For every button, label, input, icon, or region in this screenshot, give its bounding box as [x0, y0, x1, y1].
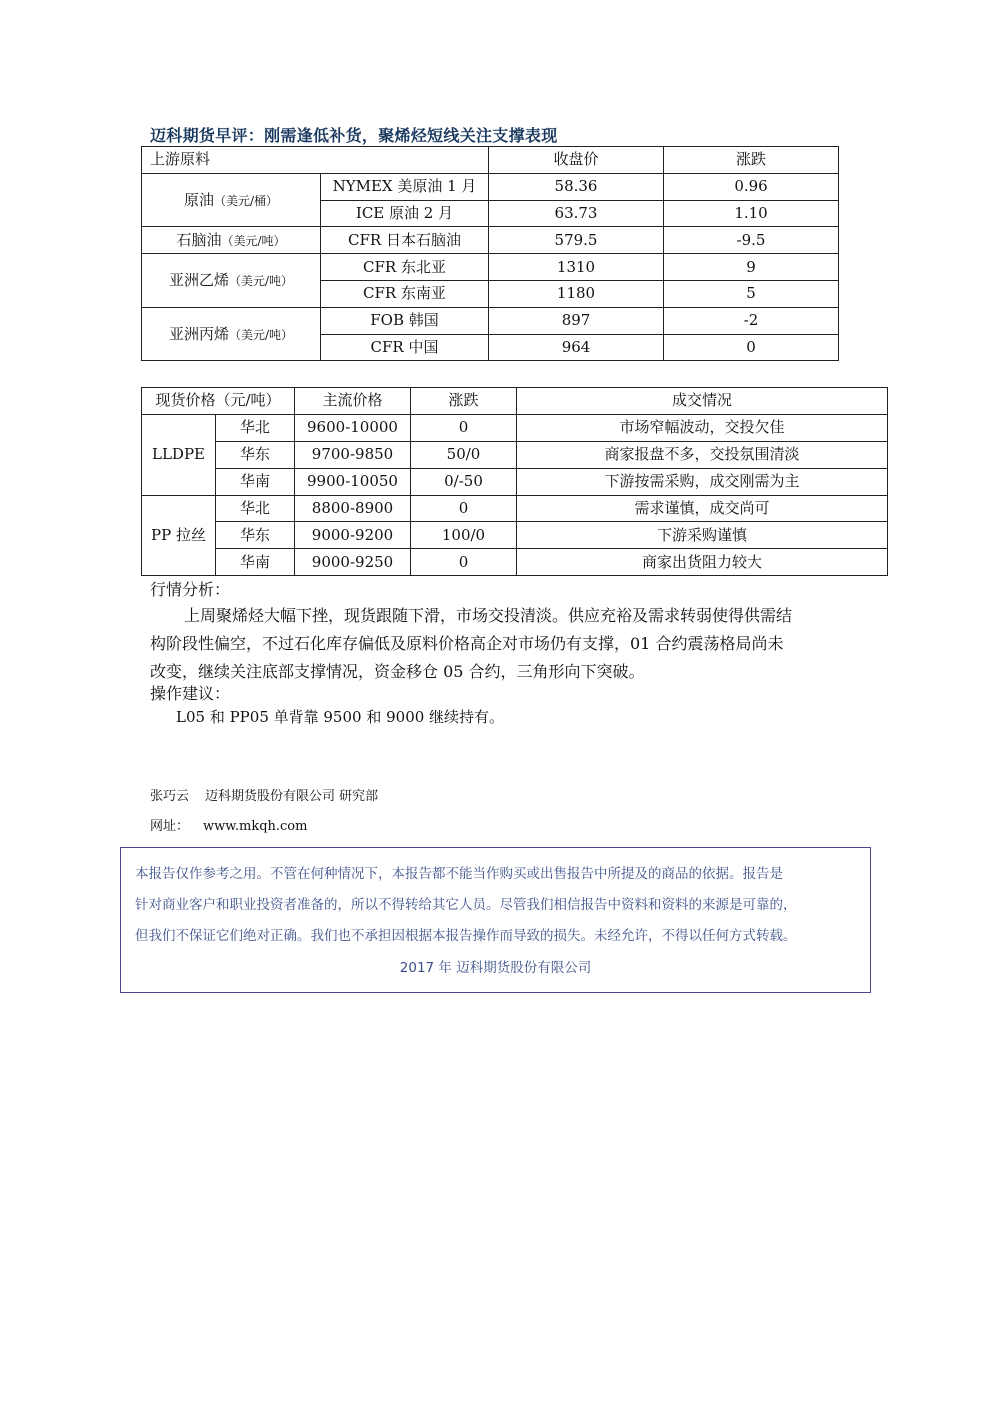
- disclaimer-footer: 2017 年 迈科期货股份有限公司: [399, 960, 592, 976]
- naphtha-label: 石脑油（美元/吨）: [142, 227, 321, 254]
- deal-cell: 下游按需采购，成交刚需为主: [517, 468, 888, 495]
- table-row: [142, 522, 888, 549]
- change-cell: 0: [411, 495, 517, 522]
- analysis-heading: 行情分析：: [150, 580, 231, 599]
- disclaimer-line: 本报告仅作参考之用。不管在何种情况下，本报告都不能当作购买或出售报告中所提及的商品的依据。报告是: [135, 866, 783, 882]
- analysis-line: 改变，继续关注底部支撑情况，资金移仓 05 合约，三角形向下突破。: [150, 662, 645, 681]
- ethylene-label: 亚洲乙烯（美元/吨）: [142, 254, 321, 308]
- region-cell: 华东: [216, 441, 295, 468]
- table-header-row: [142, 388, 888, 415]
- change-cell: 100/0: [411, 522, 517, 549]
- price-cell: 1180: [489, 280, 664, 307]
- product-lldpe: LLDPE: [142, 414, 216, 495]
- price-cell: 897: [489, 307, 664, 334]
- market-cell: CFR 东南亚: [321, 280, 489, 307]
- region-cell: 华北: [216, 495, 295, 522]
- price-cell: 58.36: [489, 173, 664, 200]
- spot-price-table: [141, 387, 888, 576]
- change-cell: 0: [411, 414, 517, 441]
- table-row: [142, 254, 839, 281]
- table-row: [142, 307, 839, 334]
- market-cell: CFR 中国: [321, 334, 489, 361]
- crude-label: 原油（美元/桶）: [142, 173, 321, 227]
- region-cell: 华南: [216, 549, 295, 576]
- change-cell: -9.5: [664, 227, 839, 254]
- deal-cell: 商家报盘不多，交投氛围清淡: [517, 441, 888, 468]
- author-company: 迈科期货股份有限公司 研究部: [205, 789, 379, 804]
- advice-heading: 操作建议：: [150, 684, 231, 703]
- table-row: [142, 441, 888, 468]
- table-row: [142, 173, 839, 200]
- price-cell: 964: [489, 334, 664, 361]
- header-price: 主流价格: [295, 388, 411, 415]
- change-cell: 50/0: [411, 441, 517, 468]
- market-cell: ICE 原油 2 月: [321, 200, 489, 227]
- change-cell: 9: [664, 254, 839, 281]
- change-cell: -2: [664, 307, 839, 334]
- website-line: [150, 815, 307, 834]
- price-cell: 9700-9850: [295, 441, 411, 468]
- disclaimer-line: 但我们不保证它们绝对正确。我们也不承担因根据本报告操作而导致的损失。未经允许，不得以任何方式转载。: [135, 928, 797, 944]
- product-pp: PP 拉丝: [142, 495, 216, 576]
- table-row: [142, 227, 839, 254]
- change-cell: 1.10: [664, 200, 839, 227]
- price-cell: 63.73: [489, 200, 664, 227]
- table-row: [142, 549, 888, 576]
- market-cell: CFR 东北亚: [321, 254, 489, 281]
- disclaimer-box: [120, 847, 871, 993]
- propylene-label: 亚洲丙烯（美元/吨）: [142, 307, 321, 361]
- price-cell: 9000-9250: [295, 549, 411, 576]
- change-cell: 0.96: [664, 173, 839, 200]
- author-name: 张巧云: [150, 789, 190, 804]
- header-close: 收盘价: [489, 147, 664, 174]
- disclaimer-line: 针对商业客户和职业投资者准备的，所以不得转给其它人员。尽管我们相信报告中资料和资料的来源是可靠的，: [135, 897, 797, 913]
- header-upstream: 上游原料: [142, 147, 489, 174]
- report-title: 迈科期货早评：刚需逢低补货，聚烯烃短线关注支撑表现: [150, 126, 558, 145]
- price-cell: 9000-9200: [295, 522, 411, 549]
- table-row: [142, 468, 888, 495]
- market-cell: NYMEX 美原油 1 月: [321, 173, 489, 200]
- deal-cell: 商家出货阻力较大: [517, 549, 888, 576]
- table-row: [142, 414, 888, 441]
- price-cell: 1310: [489, 254, 664, 281]
- price-cell: 579.5: [489, 227, 664, 254]
- price-cell: 8800-8900: [295, 495, 411, 522]
- region-cell: 华东: [216, 522, 295, 549]
- analysis-line: 构阶段性偏空，不过石化库存偏低及原料价格高企对市场仍有支撑，01 合约震荡格局尚未: [150, 634, 784, 653]
- analysis-paragraph: [150, 602, 850, 686]
- price-cell: 9600-10000: [295, 414, 411, 441]
- header-change: 涨跌: [664, 147, 839, 174]
- change-cell: 0: [664, 334, 839, 361]
- region-cell: 华北: [216, 414, 295, 441]
- table-header-row: [142, 147, 839, 174]
- deal-cell: 市场窄幅波动，交投欠佳: [517, 414, 888, 441]
- deal-cell: 需求谨慎，成交尚可: [517, 495, 888, 522]
- change-cell: 0: [411, 549, 517, 576]
- website-link[interactable]: www.mkqh.com: [203, 819, 308, 834]
- header-spot: 现货价格（元/吨）: [142, 388, 295, 415]
- author-line: [150, 785, 378, 804]
- price-cell: 9900-10050: [295, 468, 411, 495]
- advice-text: L05 和 PP05 单背靠 9500 和 9000 继续持有。: [176, 708, 505, 726]
- upstream-table: [141, 146, 839, 361]
- market-cell: FOB 韩国: [321, 307, 489, 334]
- website-label: 网址：: [150, 819, 190, 834]
- change-cell: 5: [664, 280, 839, 307]
- header-change: 涨跌: [411, 388, 517, 415]
- market-cell: CFR 日本石脑油: [321, 227, 489, 254]
- region-cell: 华南: [216, 468, 295, 495]
- change-cell: 0/-50: [411, 468, 517, 495]
- table-row: [142, 495, 888, 522]
- deal-cell: 下游采购谨慎: [517, 522, 888, 549]
- header-deal: 成交情况: [517, 388, 888, 415]
- analysis-line: 上周聚烯烃大幅下挫，现货跟随下滑，市场交投清淡。供应充裕及需求转弱使得供需结: [184, 606, 793, 625]
